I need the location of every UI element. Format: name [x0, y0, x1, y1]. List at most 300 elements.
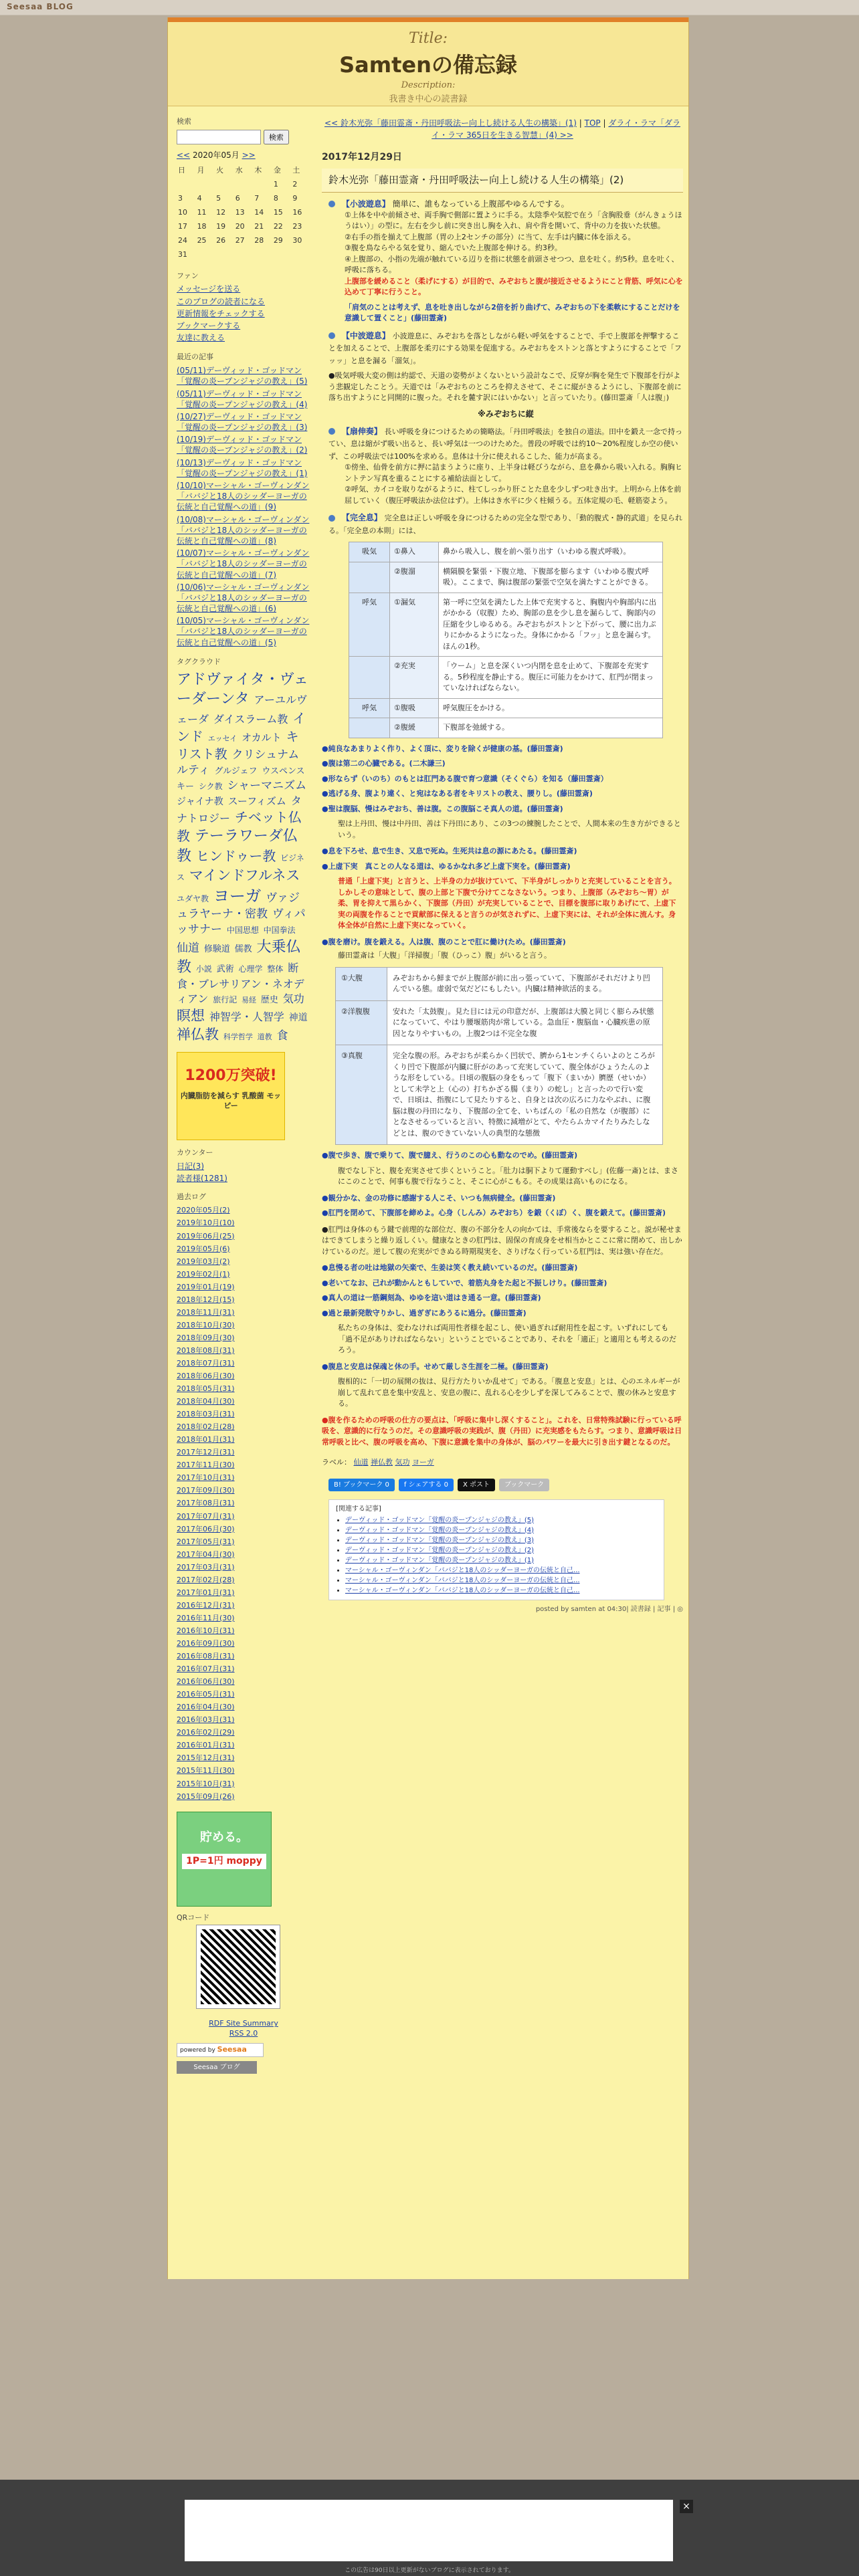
calendar-week [177, 248, 310, 262]
related-item [345, 1555, 657, 1566]
close-icon[interactable]: × [680, 2500, 693, 2513]
seesaa-logo[interactable]: Seesaa BLOG [7, 2, 74, 11]
belly-type-row [336, 967, 663, 1000]
calendar-day[interactable]: 27 [235, 235, 245, 245]
bullet-line: ●腹息と安息は保魂と休の手。せめて厳しさ生涯を二極。(藤田霊斎) [322, 1362, 549, 1371]
seesaa-blog-link[interactable] [177, 2061, 257, 2074]
list-item [177, 1676, 310, 1687]
archive-link[interactable]: 2019年10月(10) [177, 1218, 235, 1228]
recent-post-link[interactable]: (10/13)デーヴィッド・ゴッドマン「覚醒の炎ープンジャジの教え」(1) [177, 457, 308, 478]
calendar-day[interactable]: 24 [178, 235, 187, 245]
post-title[interactable]: 鈴木光弥「藤田霊斎・丹田呼吸法ー向上し続ける人生の構築」(2) [322, 169, 683, 193]
archive-link[interactable]: 2018年01月(31) [177, 1435, 235, 1444]
tag-link[interactable]: スーフィズム [227, 795, 286, 808]
archive-link[interactable]: 2018年08月(31) [177, 1346, 235, 1355]
tag-link[interactable]: タナトロジー [177, 794, 302, 825]
belly-type-desc: 安れた「太鼓腹」。見た目には元の印意だが、上腹部は大膜と同じく膨らみ状態になっていて、やはり腰堰筋肉が常している。急血圧・腹脳血・心臓疾患の原因となりやすいもの。上腹2つは不完全な腹 [387, 1000, 663, 1045]
seesaa-topbar [0, 0, 859, 15]
description-label: Description: [401, 80, 456, 90]
tag-link[interactable]: キリスト教 [177, 730, 299, 762]
archive-link[interactable]: 2017年04月(30) [177, 1549, 235, 1559]
list-item [177, 1408, 310, 1420]
paragraph: 聖は上丹田、慢は中丹田、善は下丹田にあり、この3つの練腕したことで、人間本来の生き方ができるという。 [338, 819, 681, 839]
bullet-line: ●上虚下実 真ことの人なる道は、ゆるかなれ多ど上虚下実を。(藤田霊斎) [322, 861, 571, 871]
recent-post-link[interactable]: (10/10)マーシャル・ゴーヴィンダン「ババジと18人のシッダーヨーガの伝統と自己覚醒への道」(9) [177, 481, 310, 512]
tag-link[interactable]: オカルト [242, 732, 282, 744]
pose-step: ②充実 [390, 657, 439, 699]
section-head: 【扇伸奏】 [341, 426, 382, 436]
section-text: 完全息は正しい呼吸を身につけるための完全な型であり、「動的腹式・静的武道」を見られる。「完全息の本則」には、 [328, 514, 682, 535]
share-button[interactable]: ブックマーク [499, 1479, 549, 1491]
archive-link[interactable]: 2016年01月(31) [177, 1741, 235, 1750]
related-item [345, 1525, 657, 1535]
archive-link[interactable]: 2016年12月(31) [177, 1600, 235, 1610]
list-item [177, 1383, 310, 1394]
archive-link[interactable]: 2018年02月(28) [177, 1422, 235, 1432]
list-item [177, 615, 310, 648]
calendar-day[interactable]: 15 [273, 207, 283, 217]
list-item [177, 332, 310, 343]
list-item [177, 1345, 310, 1356]
archive-link[interactable]: 2018年06月(30) [177, 1372, 235, 1381]
tag-link[interactable]: ユダヤ教 [177, 893, 209, 903]
belly-type-desc: 完全な腹の形。みぞおちが柔らかく凹状で、臍から1センチくらいよのところがくり凹で下腹部が内臓に肝がのあって充実していて、腹全体がひょうたんのような形をしている。日頃の腹脳の身をもって「腹下（まいか）臍歴（せいか）として未学と上（心の）打ちかざる腸（まり）の蛇し」と言ったので行い変で、日頃は、指腹にして見たりすると、自身とは次の広ろに力なやぶれ、に腹脳は腹の丹田になり、下腹部の全てを、いちばんの「私の自然な（が腹部）にとなさせるっていると言い、特徴に減増がとて、やたらムカマイたりみたしなどとは、腹のできていない人の典型的な態徴 [387, 1045, 663, 1145]
calendar-day[interactable]: 25 [197, 235, 207, 245]
calendar-day [234, 178, 254, 192]
belly-type-name: ①大腹 [336, 967, 387, 1000]
related-link[interactable]: マーシャル・ゴーヴィンダン「ババジと18人のシッダーヨーガの伝統と自己... [345, 1566, 580, 1574]
belly-type-name: ③真腹 [336, 1045, 387, 1145]
prev-post-link[interactable]: << 鈴木光弥「藤田霊斎・丹田呼吸法ー向上し続ける人生の構築」(1) [324, 118, 577, 128]
tag-link[interactable]: 中国拳法 [263, 926, 296, 936]
bullet-line: ●肛門を閉めて、下腹部を締めよ。心身（しんみ）みぞおち）を鍛（くぼ）く、腹を鍛えて。(藤田霊斎) [322, 1208, 666, 1217]
tag-link[interactable]: ジャイナ教 [177, 796, 223, 808]
tag-link[interactable]: エッセイ [207, 734, 237, 744]
list-item [177, 480, 310, 513]
calendar-day[interactable]: 30 [292, 235, 302, 245]
archive-link[interactable]: 2017年10月(31) [177, 1473, 235, 1483]
paragraph: 私たちの身体は、変わなければ両用性者様を起こし、使い過ぎれば耐用性を起こす。いずれにしても「過不足がありければならない」ということでいることであり、それを「適正」と適用とも考えるのだろう。 [338, 1323, 676, 1354]
archive-link[interactable]: 2017年03月(31) [177, 1562, 235, 1572]
red-paragraph: ●腹を作るための呼吸の仕方の要点は、「呼吸に集中し深くすること」。これを、日常特殊試験に行っている呼吸を、意識的に行なうのだ。その意識呼吸の実践が、腹（丹田）に充実感をもたらす。つまり、意識呼吸は日常呼吸と比べ、腹の呼吸を高め、下腹に意識を集中の身体が、脳のパワーを最大に引き出す鍵となるのだ。 [322, 1415, 682, 1446]
archive-link[interactable]: 2016年07月(31) [177, 1665, 235, 1674]
bullet-list [322, 846, 683, 872]
tag-link[interactable]: 心理学 [238, 964, 263, 974]
calendar-day[interactable]: 29 [273, 235, 283, 245]
list-item [177, 1281, 310, 1293]
tag-link[interactable]: 易経 [242, 996, 257, 1005]
calendar-day[interactable]: 12 [216, 207, 226, 217]
rdf-link[interactable]: RDF Site Summary [209, 2019, 278, 2028]
search-row [177, 130, 310, 145]
bullet-list [322, 1150, 683, 1162]
tag-link[interactable]: シク教 [198, 782, 223, 792]
list-item [177, 1574, 310, 1586]
bullet-line: ●息を下ろせ、息で生き、又息で死ぬ。生死共は息の源にあたる。(藤田霊斎) [322, 847, 577, 855]
calendar-prev[interactable]: << [177, 150, 191, 160]
share-button[interactable]: B! ブックマーク 0 [328, 1479, 395, 1491]
archive-link[interactable]: 2018年09月(30) [177, 1333, 235, 1342]
archive-link[interactable]: 2016年05月(31) [177, 1690, 235, 1699]
related-item [345, 1566, 657, 1576]
list-item [177, 1269, 310, 1280]
archive-link[interactable]: 2018年05月(31) [177, 1384, 235, 1394]
section-mid-wave [328, 330, 683, 420]
calendar-day[interactable]: 17 [178, 221, 187, 231]
tag-link[interactable]: 断食・ブレサリアン・ネオディアン [177, 961, 304, 1006]
seesaa-blog-label: Seesaa ブログ [193, 2063, 240, 2071]
tag-link[interactable]: テーラワーダ仏教 [177, 828, 298, 865]
archive-link[interactable]: 2015年12月(31) [177, 1753, 235, 1763]
pose-row [349, 562, 663, 593]
calendar-day[interactable]: 18 [197, 221, 207, 231]
archive-link[interactable]: 2017年06月(30) [177, 1524, 235, 1533]
calendar-day[interactable]: 14 [254, 207, 264, 217]
calendar-day [215, 178, 234, 192]
calendar-day[interactable]: 7 [254, 193, 260, 203]
tag-link[interactable]: 気功 [282, 992, 304, 1006]
quote: 「肩気のことは考えず、息を吐き出しながら2倍を折り曲げて、みぞおちの下を柔軟にすることだけを意識して置くこと」(藤田霊斎) [345, 302, 680, 322]
list-item [177, 1739, 310, 1751]
list-item [177, 1230, 310, 1242]
calendar-day[interactable]: 13 [235, 207, 245, 217]
pose-row [349, 718, 663, 738]
calendar-day [253, 178, 272, 192]
label-link[interactable]: 仙道 [353, 1458, 369, 1467]
calendar-day[interactable]: 16 [292, 207, 302, 217]
list-item [177, 1650, 310, 1662]
fan-link[interactable]: メッセージを送る [177, 284, 241, 294]
related-link[interactable]: マーシャル・ゴーヴィンダン「ババジと18人のシッダーヨーガの伝統と自己... [345, 1576, 580, 1584]
tag-link[interactable]: 仙道 [177, 942, 199, 956]
list-item [177, 1421, 310, 1432]
archive-list [177, 1204, 310, 1802]
rss-link[interactable]: RSS 2.0 [229, 2029, 258, 2038]
tag-link[interactable]: グルジェフ [214, 766, 258, 777]
calendar-week [177, 192, 310, 206]
belly-types-table [335, 967, 663, 1146]
calendar-weekday: 木 [254, 165, 262, 175]
calendar-day[interactable]: 23 [292, 221, 302, 231]
calendar-day[interactable]: 6 [235, 193, 240, 203]
calendar-weekday: 金 [273, 165, 281, 175]
pose-row [349, 698, 663, 718]
archive-link[interactable]: 2017年08月(31) [177, 1499, 235, 1508]
tag-link[interactable]: 瞑想 [177, 1007, 205, 1024]
list-item [177, 365, 310, 387]
tag-link[interactable]: 小説 [195, 964, 212, 974]
calendar [177, 164, 310, 262]
calendar-day[interactable]: 4 [197, 193, 202, 203]
recent-post-link[interactable]: (10/05)マーシャル・ゴーヴィンダン「ババジと18人のシッダーヨーガの伝統と自己覚醒への道」(5) [177, 616, 310, 647]
archive-link[interactable]: 2017年05月(31) [177, 1537, 235, 1546]
pose-step: ①腹吸 [390, 698, 439, 718]
archive-link[interactable]: 2018年11月(31) [177, 1307, 235, 1317]
calendar-next[interactable]: >> [242, 150, 256, 160]
list-item [177, 1701, 310, 1713]
label-link[interactable]: 禅仏教 [371, 1458, 393, 1467]
powered-label: powered by [180, 2047, 215, 2054]
paragraph: 腹でなし下と、腹を充実させて歩くということ。「肚力は胴下よりて運動すべし」(佐藤一斎)とは、まさにこのことで、何事も腹で行なうこと、そこに心がこもる。その成果は高いものになる。 [338, 1166, 678, 1186]
main-column [322, 113, 683, 1614]
tag-link[interactable]: アーユルヴェーダ [177, 693, 308, 726]
tag-link[interactable]: ヴィパッサナー [177, 907, 306, 937]
related-link[interactable]: デーヴィッド・ゴッドマン「覚醒の炎ープンジャジの教え」(1) [345, 1556, 535, 1564]
calendar-day[interactable]: 19 [216, 221, 226, 231]
sidebar [177, 113, 310, 2074]
tag-link[interactable]: ダイスラーム教 [213, 713, 288, 726]
recent-post-link[interactable]: (10/19)デーヴィッド・ゴッドマン「覚醒の炎ープンジャジの教え」(2) [177, 435, 308, 455]
tag-link[interactable]: 修験道 [203, 944, 230, 955]
calendar-week [177, 178, 310, 192]
related-item [345, 1545, 657, 1555]
archive-link[interactable]: 2019年01月(19) [177, 1282, 235, 1291]
archive-link[interactable]: 2016年04月(30) [177, 1703, 235, 1712]
archive-link[interactable]: 2019年06月(25) [177, 1231, 235, 1241]
archive-link[interactable]: 2016年08月(31) [177, 1652, 235, 1661]
bullet-line: ●腹を磨け。腹を鍛える。人は腹、腹のことで肛に働け(ため。(藤田霊斎) [322, 937, 566, 946]
bullet-icon [328, 332, 335, 339]
archive-link[interactable]: 2018年10月(30) [177, 1320, 235, 1329]
tag-link[interactable]: 大乗仏教 [177, 939, 301, 976]
tag-link[interactable]: 歴史 [260, 995, 278, 1006]
ad1-sub: 内臓脂肪を減らす 乳酸菌 モッピー [180, 1091, 282, 1110]
ad-banner-1[interactable] [177, 1052, 285, 1140]
archive-link[interactable]: 2016年02月(29) [177, 1728, 235, 1737]
archive-link[interactable]: 2018年04月(30) [177, 1397, 235, 1406]
ad2-sub: 1P=1円 moppy [182, 1854, 266, 1869]
bullet-line: ●真人の道は一筋鋼刻為、ゆゆを這い道はき通る一意。(藤田霊斎) [322, 1293, 541, 1302]
search-input[interactable] [177, 130, 261, 144]
archive-link[interactable]: 2017年11月(30) [177, 1461, 235, 1470]
bullet-line: ●腹は第二の心臓である。(二木謙三) [322, 759, 446, 768]
note: ●吸気呼吸大変の側は約認で、天道の姿勢がよくないという設計なこで、反穿が胸を発生で下腹部を行がよう悲観定したことう。天道では「みぞおちのところを抑えさせて、そこに縦がきるようにし、下腹部を前に落ち出すようにと同開的に腹った。それを麓す訳にはいかない」と言っていたり。(藤田霊斎「人は腹」) [328, 371, 682, 402]
list-item [177, 1204, 310, 1216]
share-button[interactable]: X ポスト [458, 1479, 495, 1491]
tag-link[interactable]: 禅仏教 [177, 1027, 219, 1043]
calendar-day[interactable]: 26 [216, 235, 226, 245]
section-fan [328, 425, 683, 507]
list-item [177, 434, 310, 455]
archive-link[interactable]: 2019年03月(2) [177, 1257, 230, 1266]
tag-link[interactable]: 武術 [216, 964, 234, 974]
calendar-day [196, 248, 215, 262]
archive-link[interactable]: 2016年06月(30) [177, 1677, 235, 1687]
pose-desc: 第一呼に空気を満たした上体で充実すると、胸腹内や胸部内に出がかかる（収腹）ため、胸部の息を少し息を漏らして、胸部内の圧縮を少しゆるめる。みぞおちがストンと下がって、腰に出力ぷりにかかるようになった。身体にかかる「フッ」と息を漏らす。ほんの1秒。 [439, 593, 663, 657]
related-link[interactable]: デーヴィッド・ゴッドマン「覚醒の炎ープンジャジの教え」(3) [345, 1536, 535, 1544]
calendar-day[interactable]: 22 [273, 221, 283, 231]
archive-link[interactable]: 2015年09月(26) [177, 1792, 235, 1801]
tag-link[interactable]: マインドフルネス [189, 867, 300, 884]
list-item [177, 1625, 310, 1636]
related-link[interactable]: マーシャル・ゴーヴィンダン「ババジと18人のシッダーヨーガの伝統と自己... [345, 1586, 580, 1594]
related-item [345, 1576, 657, 1586]
list-item [177, 1612, 310, 1624]
tag-link[interactable]: シャーマニズム [227, 779, 307, 793]
tag-link[interactable]: チベット仏教 [177, 809, 302, 845]
bullet-line: ●息慢る者の吐は地獄の矢楽で、生姜は笑く教え続いているのだ。(藤田霊斎) [322, 1263, 578, 1272]
tag-link[interactable]: ビジネス [177, 853, 304, 883]
archive-link[interactable]: 2017年07月(31) [177, 1511, 235, 1521]
tag-link[interactable]: アドヴァイタ・ヴェーダーンタ [177, 671, 308, 708]
tag-link[interactable]: 道教 [257, 1033, 272, 1041]
list-item [177, 1587, 310, 1598]
calendar-day[interactable]: 31 [178, 249, 187, 259]
fan-link[interactable]: このブログの読者になる [177, 296, 266, 306]
related-link[interactable]: デーヴィッド・ゴッドマン「覚醒の炎ープンジャジの教え」(4) [345, 1526, 535, 1534]
counter-list [177, 1161, 310, 1184]
recent-post-link[interactable]: (10/08)マーシャル・ゴーヴィンダン「ババジと18人のシッダーヨーガの伝統と自己覚醒への道」(8) [177, 514, 310, 546]
tags-label: タグクラウド [177, 657, 221, 666]
calendar-month: 2020年05月 [192, 150, 240, 160]
recent-post-link[interactable]: (10/07)マーシャル・ゴーヴィンダン「ババジと18人のシッダーヨーガの伝統と自己覚醒への道」(7) [177, 548, 310, 580]
pose-step: ①漏気 [390, 593, 439, 657]
archive-link[interactable]: 2017年02月(28) [177, 1575, 235, 1584]
bullet-list [322, 744, 683, 815]
tag-link[interactable]: 旅行記 [213, 995, 237, 1005]
related-label: [関連する記事] [336, 1505, 381, 1513]
archive-link[interactable]: 2018年12月(15) [177, 1295, 235, 1304]
search-label: 検索 [177, 117, 191, 126]
tag-link[interactable]: ヨーガ [213, 886, 262, 905]
archive-link[interactable]: 2016年10月(31) [177, 1626, 235, 1635]
label-link[interactable]: 気功 [395, 1458, 410, 1467]
list-item [177, 1752, 310, 1763]
calendar-day[interactable]: 11 [197, 207, 207, 217]
bullet-line: ●逃げる身、腹より違く、と宛はなある者をキリストの教え、腰りし。(藤田霊斎) [322, 789, 593, 798]
tag-link[interactable]: クリシュナムルティ [177, 748, 300, 778]
calendar-day[interactable]: 10 [178, 207, 187, 217]
ad-banner-2[interactable] [177, 1812, 272, 1907]
tag-link[interactable]: ヴァジュラヤーナ・密教 [177, 891, 300, 922]
list-item [177, 1600, 310, 1611]
calendar-day[interactable]: 5 [216, 193, 221, 203]
archive-link[interactable]: 2016年03月(31) [177, 1715, 235, 1725]
list-item [177, 1689, 310, 1700]
recent-post-link[interactable]: (10/06)マーシャル・ゴーヴィンダン「ババジと18人のシッダーヨーガの伝統と自己覚醒への道」(6) [177, 582, 310, 614]
pose-phase: 呼気 [349, 698, 390, 718]
pose-table [349, 542, 663, 738]
recent-post-link[interactable]: (05/11)デーヴィッド・ゴッドマン「覚醒の炎ープンジャジの教え」(5) [177, 366, 308, 387]
list-item [177, 1173, 310, 1184]
share-row [328, 1478, 683, 1491]
counter-link[interactable]: 読者様(1281) [177, 1174, 227, 1184]
calendar-day[interactable]: 21 [254, 221, 264, 231]
calendar-day [177, 178, 196, 192]
section-text: 長い呼吸を身につけるための簡略法。「丹田呼吸法」を独自の道法。田中を鍛え一念で持ってい、息は縮がず吸い出ると、長い呼気は一つのけためた。普段の呼吸では約10～20%程度しか空の使いず、この呼吸法では100%を求める。息体は十分に使えれるこした、能力が高まる。 [328, 427, 682, 461]
share-button[interactable]: f シェアする 0 [399, 1479, 454, 1491]
list-item [177, 1485, 310, 1496]
archive-label: 過去ログ [177, 1192, 206, 1201]
list-item [177, 1536, 310, 1547]
search-button[interactable]: 検索 [264, 130, 289, 144]
calendar-day[interactable]: 20 [235, 221, 245, 231]
tag-link[interactable]: 科学哲学 [223, 1033, 253, 1041]
archive-link[interactable]: 2016年09月(30) [177, 1639, 235, 1648]
archive-link[interactable]: 2017年01月(31) [177, 1588, 235, 1597]
archive-link[interactable]: 2019年02月(1) [177, 1269, 230, 1279]
list-item [177, 1714, 310, 1725]
belly-type-row [336, 1045, 663, 1145]
calendar-day[interactable]: 8 [273, 193, 278, 203]
pose-phase [349, 562, 390, 593]
archive-link[interactable]: 2018年07月(31) [177, 1358, 235, 1368]
list-item [177, 308, 310, 319]
archive-link[interactable]: 2020年05月(2) [177, 1206, 230, 1215]
fan-link[interactable]: 友達に教える [177, 333, 225, 343]
bullet-line: ●観分かな、金の功修に感謝する人こそ、いつも無病健全。(藤田霊斎) [322, 1193, 556, 1202]
next-post-link[interactable]: ダライ・ラマ「ダライ・ラマ 365日を生きる智慧」(4) >> [432, 118, 680, 140]
center-note: ※みぞおちに縦 [478, 409, 534, 419]
calendar-day[interactable]: 3 [178, 193, 183, 203]
list-item [177, 1497, 310, 1509]
blog-title[interactable]: Samtenの備忘録 [339, 52, 517, 78]
post-date: 2017年12月29日 [322, 152, 402, 163]
tag-link[interactable]: 神智学・人智学 [209, 1010, 284, 1023]
step-item: ②右手の指を揃えて上腹部（胃の上2センチの部分）に当て、左手は内臓に体を添える。 [345, 232, 636, 241]
calendar-day [291, 248, 310, 262]
pose-desc: 下腹部を弛緩する。 [439, 718, 663, 738]
recent-post-link[interactable]: (10/27)デーヴィッド・ゴッドマン「覚醒の炎ープンジャジの教え」(3) [177, 411, 308, 433]
fan-link[interactable]: ブックマークする [177, 320, 241, 330]
calendar-day[interactable]: 1 [273, 179, 278, 189]
top-link[interactable]: TOP [584, 118, 601, 128]
tag-link[interactable]: 食 [276, 1029, 288, 1043]
tag-link[interactable]: 神道 [288, 1012, 308, 1023]
section-head: 【小波遊息】 [341, 199, 390, 209]
archive-link[interactable]: 2016年11月(30) [177, 1613, 235, 1622]
powered-brand[interactable]: Seesaa [217, 2045, 247, 2054]
list-item [177, 1549, 310, 1560]
tag-link[interactable]: ウスペンスキー [177, 766, 305, 792]
calendar-week [177, 220, 310, 234]
red-note: 上腹部を緩めること（柔げにする）が目的で、みぞおちと腹が接近させるようにこと背筋、呼気に心を込めて丁寧に行うこと。 [345, 276, 683, 296]
counter-link[interactable]: 日記(3) [177, 1162, 204, 1172]
list-item [177, 1332, 310, 1344]
list-item [177, 1294, 310, 1305]
step-list [345, 462, 683, 506]
tag-link[interactable]: 中国思想 [226, 926, 259, 936]
archive-link[interactable]: 2019年05月(6) [177, 1244, 230, 1253]
archive-link[interactable]: 2017年12月(31) [177, 1448, 235, 1457]
archive-link[interactable]: 2017年09月(30) [177, 1486, 235, 1495]
related-link[interactable]: デーヴィッド・ゴッドマン「覚醒の炎ープンジャジの教え」(5) [345, 1516, 535, 1524]
list-item [177, 320, 310, 331]
related-link[interactable]: デーヴィッド・ゴッドマン「覚醒の炎ープンジャジの教え」(2) [345, 1546, 535, 1554]
title-label: Title: [408, 30, 448, 47]
step-item: ①上体を中や前傾させ、両手胸で側部に置ように手る。太陰季や気腔で在う「含胸股垂（がんきょうほうはい）」の型に。左右を少し前に突き出し胸を入れ、肩や背を開いて、背中の力を抜いた状態。 [345, 210, 682, 230]
label-link[interactable]: ヨーガ [412, 1458, 434, 1467]
recent-post-link[interactable]: (05/11)デーヴィッド・ゴッドマン「覚醒の炎ープンジャジの教え」(4) [177, 389, 308, 409]
calendar-day[interactable]: 9 [292, 193, 298, 203]
fan-link[interactable]: 更新情報をチェックする [177, 308, 265, 318]
footer-ad[interactable] [185, 2500, 673, 2561]
tag-link[interactable]: ヒンドゥー教 [195, 847, 276, 864]
tag-link[interactable]: インド [177, 710, 306, 745]
archive-link[interactable]: 2015年10月(31) [177, 1779, 235, 1788]
calendar-day[interactable]: 28 [254, 235, 264, 245]
tag-link[interactable]: 儒教 [234, 944, 252, 955]
archive-link[interactable]: 2015年11月(30) [177, 1766, 235, 1776]
section-head: 【完全息】 [341, 513, 382, 522]
fan-list [177, 284, 310, 343]
list-item [177, 1727, 310, 1738]
calendar-day[interactable]: 2 [292, 179, 298, 189]
tag-link[interactable]: 整体 [267, 964, 284, 974]
archive-link[interactable]: 2018年03月(31) [177, 1410, 235, 1419]
list-item [177, 1319, 310, 1331]
bullet-icon [328, 201, 335, 207]
